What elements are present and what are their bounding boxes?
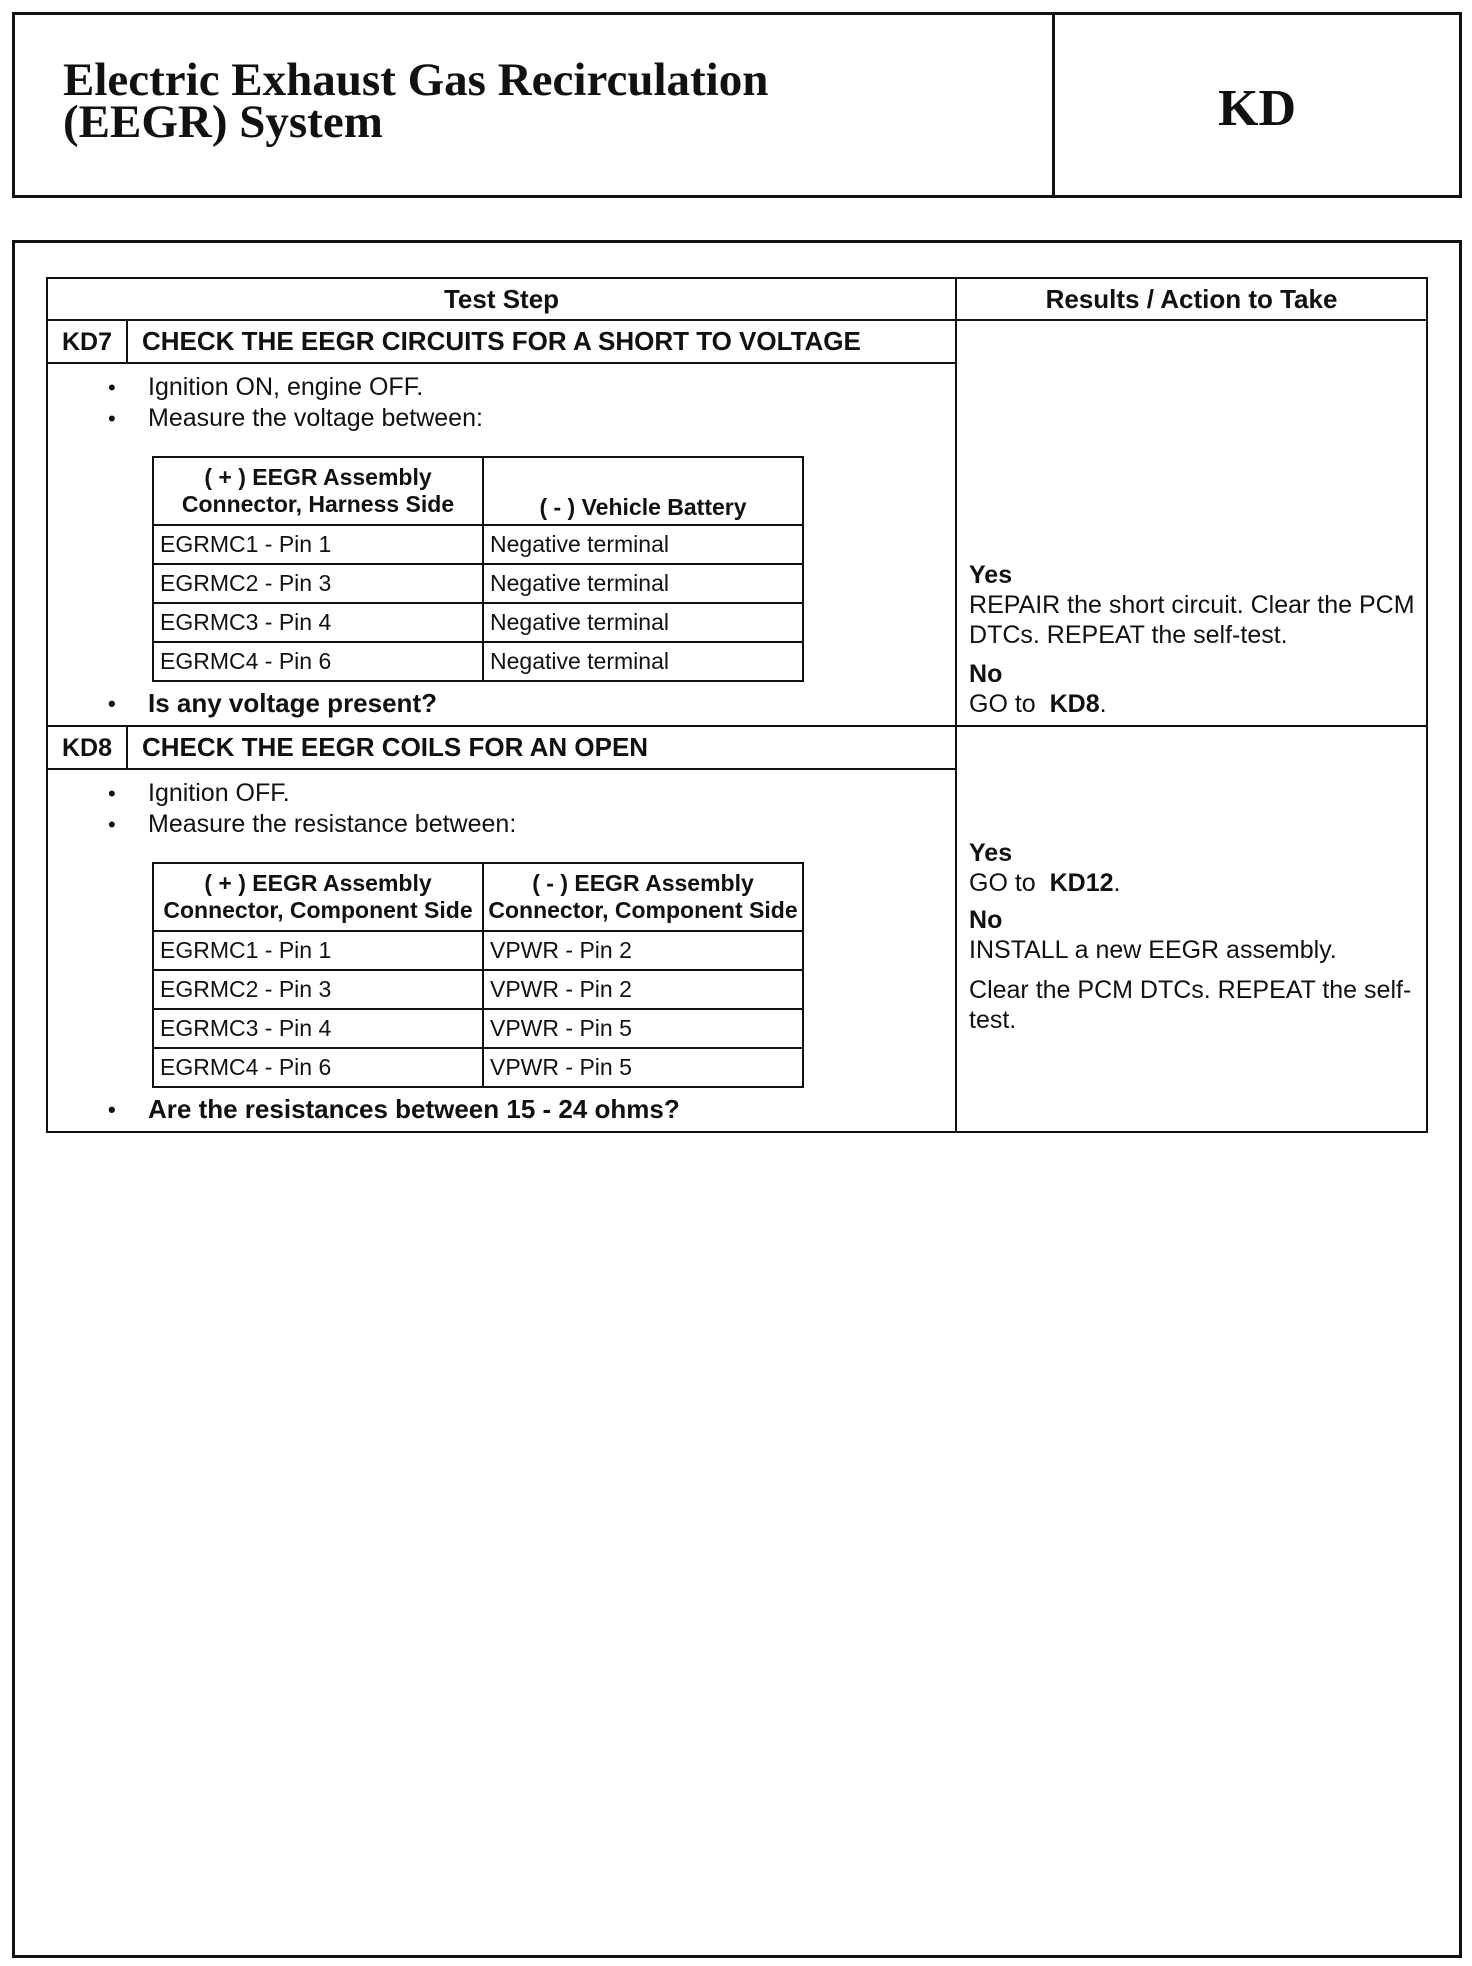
measurement-cell: EGRMC2 - Pin 3 bbox=[153, 564, 483, 603]
table-row bbox=[153, 564, 803, 603]
step-instructions bbox=[48, 372, 955, 434]
measurement-col1-header: ( + ) EEGR Assembly Connector, Harness Side bbox=[153, 457, 483, 525]
measurement-cell: EGRMC3 - Pin 4 bbox=[153, 1009, 483, 1048]
table-row bbox=[153, 525, 803, 564]
measurement-cell: EGRMC4 - Pin 6 bbox=[153, 1048, 483, 1087]
measurement-col2-header: ( - ) Vehicle Battery bbox=[483, 457, 803, 525]
result-no-text: INSTALL a new EEGR assembly. bbox=[969, 936, 1337, 964]
section-code: KD bbox=[1218, 79, 1296, 137]
step-question bbox=[48, 1094, 955, 1125]
measurement-cell: EGRMC1 - Pin 1 bbox=[153, 525, 483, 564]
result-yes-label: Yes bbox=[969, 839, 1013, 867]
question-text: • Is any voltage present? bbox=[148, 688, 955, 719]
measurement-cell: EGRMC2 - Pin 3 bbox=[153, 970, 483, 1009]
table-row bbox=[153, 642, 803, 681]
measurement-cell: Negative terminal bbox=[483, 642, 803, 681]
measurement-table bbox=[152, 862, 804, 1088]
measurement-cell: VPWR - Pin 2 bbox=[483, 931, 803, 970]
step-kd8-results bbox=[956, 726, 1427, 1132]
table-row bbox=[153, 603, 803, 642]
result-no-label: No bbox=[969, 906, 1003, 934]
page-title-line2: (EEGR) System bbox=[63, 96, 383, 148]
measurement-header-row bbox=[153, 457, 803, 525]
measurement-col1-header: ( + ) EEGR Assembly Connector, Component Side bbox=[153, 863, 483, 931]
measurement-cell: VPWR - Pin 5 bbox=[483, 1009, 803, 1048]
instruction-item: • Measure the voltage between: bbox=[148, 403, 955, 434]
measurement-cell: EGRMC1 - Pin 1 bbox=[153, 931, 483, 970]
table-row bbox=[153, 931, 803, 970]
step-kd7-body bbox=[47, 363, 956, 726]
page-title bbox=[15, 15, 1055, 195]
measurement-cell: Negative terminal bbox=[483, 564, 803, 603]
page-title-line1: Electric Exhaust Gas Recirculation bbox=[63, 54, 769, 106]
result-no-text bbox=[969, 689, 1416, 719]
measurement-cell: VPWR - Pin 2 bbox=[483, 970, 803, 1009]
result-no-prefix: GO to bbox=[969, 690, 1036, 718]
result-no-label: No bbox=[969, 660, 1003, 688]
step-id: KD8 bbox=[47, 726, 127, 769]
measurement-table bbox=[152, 456, 804, 682]
step-id: KD7 bbox=[47, 320, 127, 363]
result-no-suffix: . bbox=[1099, 690, 1107, 718]
page-header bbox=[12, 12, 1462, 198]
step-question bbox=[48, 688, 955, 719]
step-kd8-body bbox=[47, 769, 956, 1132]
result-no-step-link[interactable]: KD8 bbox=[1049, 690, 1100, 718]
result-yes-label: Yes bbox=[969, 561, 1013, 589]
table-row bbox=[153, 1009, 803, 1048]
measurement-cell: EGRMC3 - Pin 4 bbox=[153, 603, 483, 642]
result-yes-suffix: . bbox=[1113, 869, 1121, 897]
question-text: • Are the resistances between 15 - 24 ohms? bbox=[148, 1094, 955, 1125]
table-header-row bbox=[47, 278, 1427, 320]
measurement-cell: Negative terminal bbox=[483, 603, 803, 642]
table-row bbox=[153, 1048, 803, 1087]
measurement-col2-header: ( - ) EEGR Assembly Connector, Component Side bbox=[483, 863, 803, 931]
result-yes-step-link[interactable]: KD12 bbox=[1049, 869, 1114, 897]
measurement-cell: Negative terminal bbox=[483, 525, 803, 564]
step-title: CHECK THE EEGR COILS FOR AN OPEN bbox=[127, 726, 956, 769]
instruction-item: • Measure the resistance between: bbox=[148, 809, 955, 840]
measurement-header-row bbox=[153, 863, 803, 931]
step-kd7-results bbox=[956, 320, 1427, 726]
step-title: CHECK THE EEGR CIRCUITS FOR A SHORT TO VOLTAGE bbox=[127, 320, 956, 363]
table-row bbox=[153, 970, 803, 1009]
measurement-cell: EGRMC4 - Pin 6 bbox=[153, 642, 483, 681]
column-header-test-step: Test Step bbox=[47, 278, 956, 320]
test-step-table bbox=[46, 277, 1428, 1133]
instruction-item: • Ignition OFF. bbox=[148, 778, 955, 809]
step-kd8-title-row bbox=[47, 726, 1427, 769]
result-yes-text: REPAIR the short circuit. Clear the PCM DTCs. REPEAT the self-test. bbox=[969, 591, 1415, 649]
step-kd7-title-row bbox=[47, 320, 1427, 363]
result-no-text2: Clear the PCM DTCs. REPEAT the self-test. bbox=[969, 976, 1412, 1034]
column-header-results: Results / Action to Take bbox=[956, 278, 1427, 320]
instruction-item: • Ignition ON, engine OFF. bbox=[148, 372, 955, 403]
step-instructions bbox=[48, 778, 955, 840]
result-yes-prefix: GO to bbox=[969, 869, 1036, 897]
result-yes-text bbox=[969, 868, 1416, 898]
measurement-cell: VPWR - Pin 5 bbox=[483, 1048, 803, 1087]
